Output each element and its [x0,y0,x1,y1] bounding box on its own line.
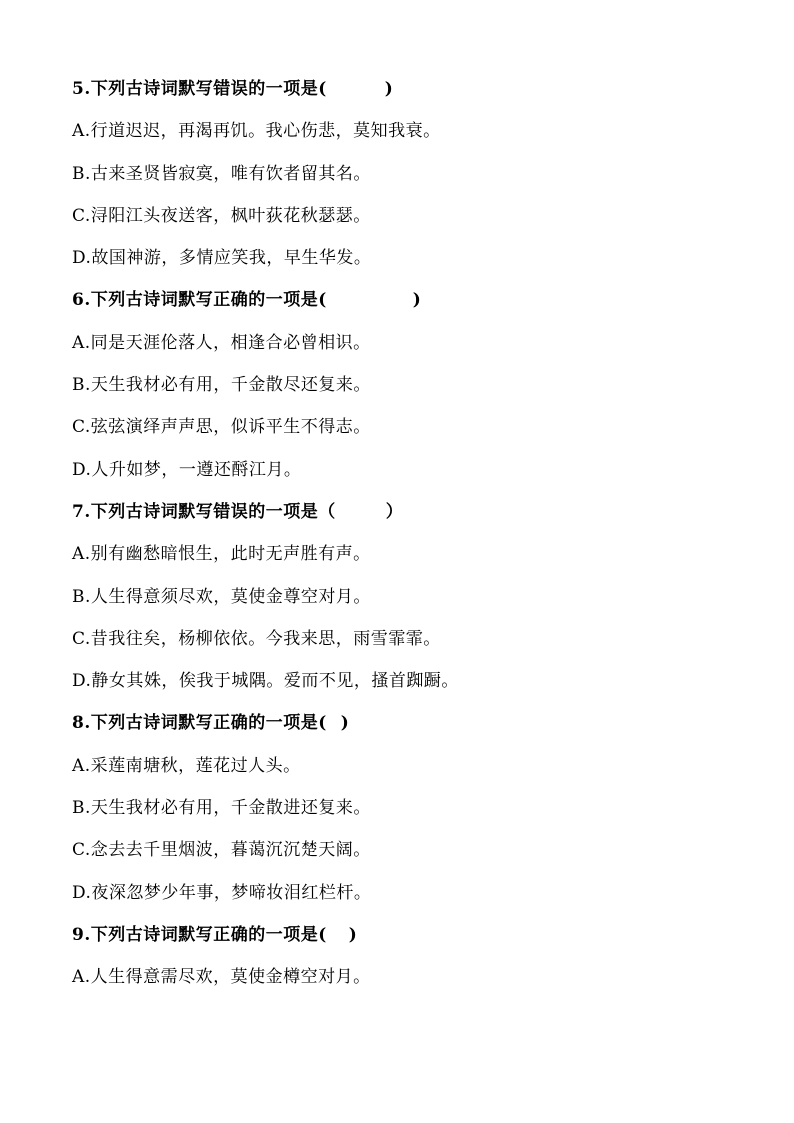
question-stem-close: ） [385,501,404,522]
question-9-option-a: A.人生得意需尽欢，莫使金樽空对月。 [72,967,371,988]
question-7-option-b: B.人生得意须尽欢，莫使金尊空对月。 [72,586,371,607]
question-8-option-c: C.念去去千里烟波，暮蔼沉沉楚天阔。 [72,840,371,861]
question-8-option-d: D.夜深忽梦少年事，梦啼妆泪红栏杆。 [72,882,372,903]
question-stem-close: ) [384,79,394,99]
question-5-stem [72,76,732,118]
question-6-option-c: C.弦弦演绎声声思，似诉平生不得志。 [72,417,371,438]
question-5-option-c: C.浔阳江头夜送客，枫叶荻花秋瑟瑟。 [72,205,371,226]
question-8-stem [72,710,732,752]
question-5-option-b: B.古来圣贤皆寂寞，唯有饮者留其名。 [72,163,371,184]
question-5-option-d: D.故国神游，多情应笑我，早生华发。 [72,248,372,269]
question-8-option-a: A.采莲南塘秋，莲花过人头。 [72,755,301,776]
question-7-option-c: C.昔我往矣，杨柳依依。今我来思，雨雪霏霏。 [72,628,441,649]
question-9-stem [72,922,732,964]
question-stem-text: 8.下列古诗词默写正确的一项是( [72,713,327,734]
question-7-option-d: D.静女其姝，俟我于城隅。爱而不见，搔首踟蹰。 [72,671,459,692]
question-stem-close: ) [340,713,350,734]
question-stem-text: 5.下列古诗词默写错误的一项是( [72,79,327,99]
question-stem-text: 6.下列古诗词默写正确的一项是( [72,290,327,311]
question-6-option-d: D.人升如梦，一遵还酹江月。 [72,459,302,480]
question-stem-close: ) [348,924,358,945]
question-list [72,76,732,1007]
question-stem-close: ) [412,290,422,311]
question-6-stem [72,287,732,329]
question-5-option-a: A.行道迟迟，再渴再饥。我心伤悲，莫知我衰。 [72,121,441,142]
question-6-option-a: A.同是天涯伦落人，相逢合必曾相识。 [72,332,371,353]
question-7-stem [72,499,732,541]
question-7-option-a: A.别有幽愁暗恨生，此时无声胜有声。 [72,544,371,565]
question-stem-text: 9.下列古诗词默写正确的一项是( [72,924,327,945]
question-6-option-b: B.天生我材必有用，千金散尽还复来。 [72,375,371,396]
question-stem-text: 7.下列古诗词默写错误的一项是（ [72,501,336,522]
question-8-option-b: B.天生我材必有用，千金散进还复来。 [72,798,371,819]
